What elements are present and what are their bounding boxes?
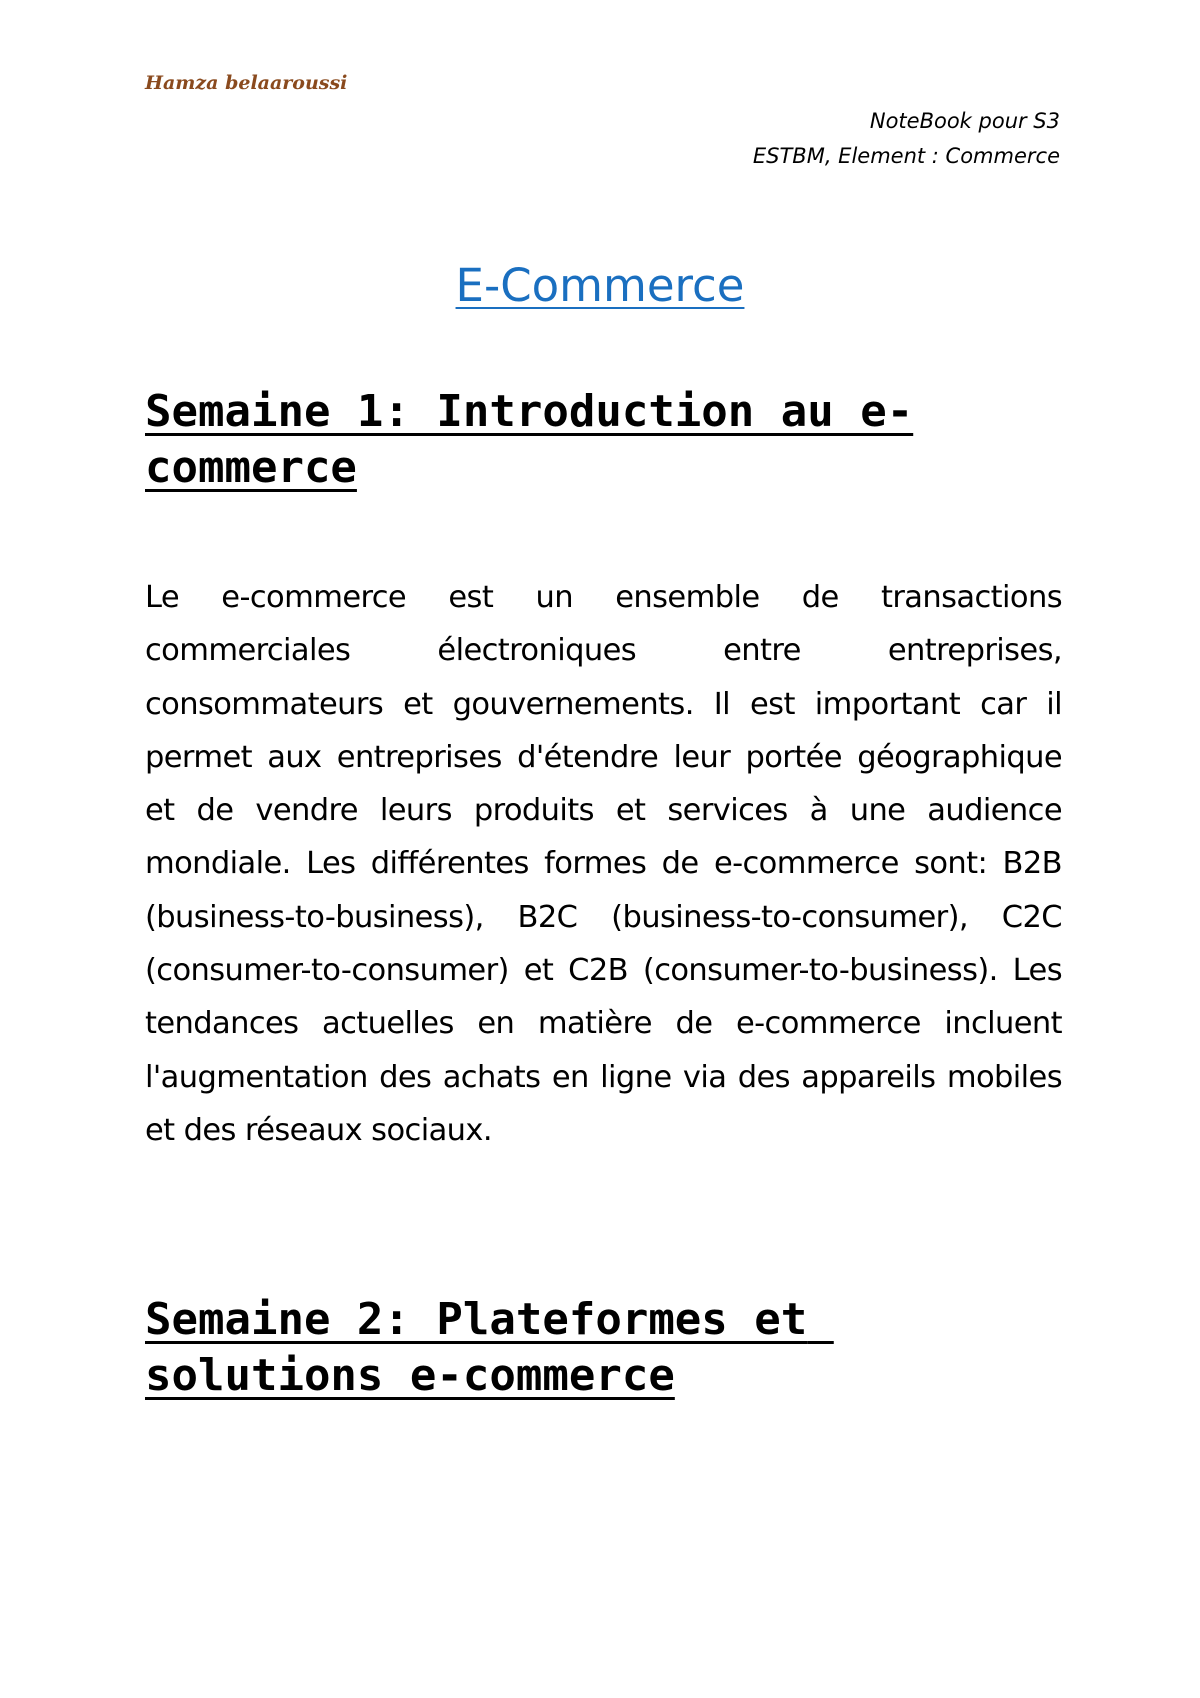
document-title: E-Commerce	[455, 259, 745, 312]
section-heading-week-1: Semaine 1: Introduction au e-commerce	[145, 386, 914, 493]
author-name: Hamza belaaroussi	[145, 72, 348, 94]
header-info	[753, 104, 1060, 174]
course-line: ESTBM, Element : Commerce	[752, 144, 1060, 168]
notebook-line: NoteBook pour S3	[869, 109, 1060, 133]
section-body-week-1: Le e-commerce est un ensemble de transactions commerciales électroniques entre entreprises, consommateurs et gouvernements. Il est important car il permet aux entreprises d'étendre leur portée géographique et de vendre leurs produits et services à une audience mondiale. Les différentes formes de e-commerce sont: B2B (business-to-business), B2C (business-to-consumer), C2C (consumer-to-consumer) et C2B (consumer-to-business). Les tendances actuelles en matière de e-commerce incluent l'augmentation des achats en ligne via des appareils mobiles et des réseaux sociaux.	[145, 580, 1062, 1148]
section-heading-week-2: Semaine 2: Plateformes et solutions e-commerce	[145, 1294, 834, 1401]
